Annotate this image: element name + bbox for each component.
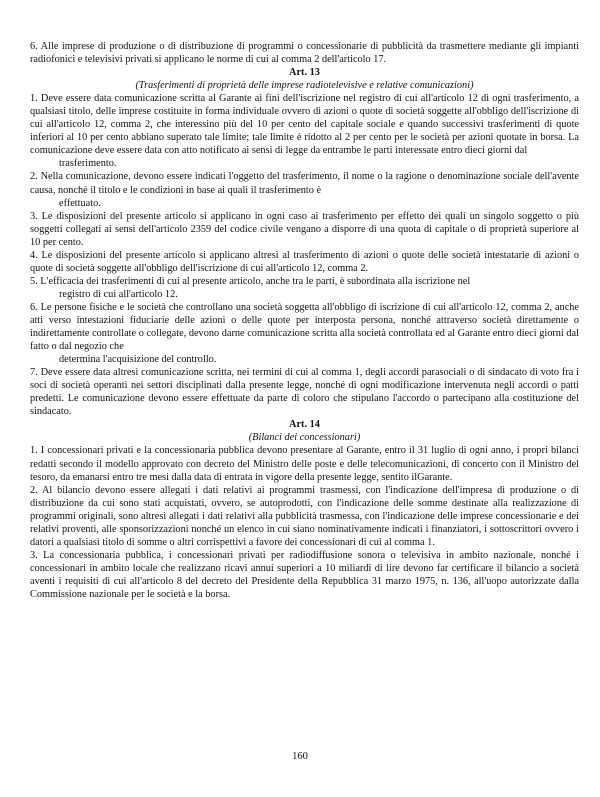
- page-number: 160: [292, 751, 308, 762]
- art14-paragraph-1: 1. I concessionari privati e la concessionaria pubblica devono presentare al Garante, entro il 31 luglio di ogni anno, i propri bilanci redatti secondo il modello approvato con decreto del Ministro delle poste e delle telecomunicazioni, di concerto con il Ministro del tesoro, da emanarsi entro tre mesi dalla data di entrata in vigore della presente legge, sentito ilGarante.: [30, 445, 579, 483]
- art13-paragraph-2: 2. Nella comunicazione, devono essere indicati l'oggetto del trasferimento, il nome o la ragione o denominazione sociale dell'avente causa, nonché il titolo e le condizioni in base ai quali il trasferimento è: [30, 171, 579, 196]
- article-14-subtitle: (Bilanci dei concessionari): [248, 432, 361, 444]
- article-13-title: Art. 13: [289, 67, 320, 79]
- article-14-title: Art. 14: [289, 419, 320, 431]
- article-13-subtitle: (Trasferimenti di proprietà delle imprese radiotelevisive e relative comunicazioni): [135, 80, 474, 92]
- art13-paragraph-7: 7. Deve essere data altresì comunicazione scritta, nei termini di cui al comma 1, degli accordi parasociali o di sindacato di voto fra i soci di società operanti nei settori disciplinati dalla presente legge, nonché di ogni modificazione intervenuta negli accordi o patti predetti. Le comunicazione devono essere effettuate da parte di coloro che stipulano l'accordo o partecipano alla costituzione del sindacato.: [30, 367, 579, 418]
- art13-paragraph-2-continued: effettuato.: [59, 197, 101, 209]
- art13-paragraph-4: 4. Le disposizioni del presente articolo si applicano altresì al trasferimento di azioni o quote delle società intestatarie di azioni o quote di società soggette all'obbligo dell'iscrizione di cui all'articolo 12, comma 2.: [30, 249, 579, 274]
- art14-paragraph-2: 2. Al bilancio devono essere allegati i dati relativi ai programmi trasmessi, con l'indicazione dell'impresa di produzione o di distribuzione da cui sono stati acquistati, ovvero, se autoprodotti, con l'indicazione delle somme destinate alla realizzazione di programmi originali, sono altresì allegati i dati relativi alla pubblicità trasmessa, con l'indicazione delle imprese concessionarie e dei relativi proventi, alle sponsorizzazioni nonché un elenco in cui siano nominativamente indicati i finanziatori, i sottoscrittori ovvero i datori a qualsiasi titolo di somme o altri corrispettivi a favore dei concessionari di cui al comma 1.: [30, 484, 579, 548]
- document-body: [30, 40, 579, 601]
- art13-paragraph-1: 1. Deve essere data comunicazione scritta al Garante ai fini dell'iscrizione nel registro di cui all'articolo 12 di ogni trasferimento, a qualsiasi titolo, delle imprese costituite in forma individuale ovvero di azioni o quote di società soggette all'obbligo dell'iscrizione di cui all'articolo 12, comma 2, che interessino più del 10 per cento del capitale sociale e quando successivi trasferimenti di quote inferiori al 10 per cento abbiano superato tale limite; tale limite è ridotto al 2 per cento per le società per azioni quotate in borsa. La comunicazione deve essere data con atto notificato ai sensi di legge da entrambe le parti interessate entro dieci giorni dal: [30, 93, 579, 157]
- art13-paragraph-5: 5. L'efficacia dei trasferimenti di cui al presente articolo, anche tra le parti, è subordinata alla iscrizione nel: [30, 275, 471, 287]
- art13-paragraph-3: 3. Le disposizioni del presente articolo si applicano in ogni caso ai trasferimento per effetto dei quali un singolo soggetto o più soggetti collegati ai sensi dell'articolo 2359 del codice civile vengano a disporre di una quota di capitale o di proprietà superiore al 10 per cento.: [30, 210, 579, 248]
- art13-paragraph-1-continued: trasferimento.: [59, 158, 117, 170]
- art12-paragraph-6: 6. Alle imprese di produzione o di distribuzione di programmi o concessionarie di pubblicità da trasmettere mediante gli impianti radiofonici e televisivi privati si applicano le norme di cui al comma 2 dell'articolo 17.: [30, 41, 579, 66]
- art13-paragraph-5-continued: registro di cui all'articolo 12.: [59, 288, 178, 300]
- art14-paragraph-3: 3. La concessionaria pubblica, i concessionari privati per radiodiffusione sonora o televisiva in ambito nazionale, nonché i concessionari in ambito locale che realizzano ricavi annui superiori a 10 miliardi di lire devono far certificare il bilancio a società aventi i requisiti di cui all'articolo 8 del decreto del Presidente della Repubblica 31 marzo 1975, n. 136, all'uopo autorizzate dalla Commissione nazionale per le società e la borsa.: [30, 549, 579, 600]
- art13-paragraph-6-continued: determina l'acquisizione del controllo.: [59, 354, 217, 366]
- art13-paragraph-6: 6. Le persone fisiche e le società che controllano una società soggetta all'obbligo di iscrizione di cui all'articolo 12, comma 2, anche atti verso intestazioni fiduciarie delle azioni o delle quote per interposta persona, nonché attraverso società direttamente o indirettamente controllate o collegate, devono darne comunicazione scritta alla società controllata ed al Garante entro dieci giorni dal fatto o dal negozio che: [30, 301, 579, 353]
